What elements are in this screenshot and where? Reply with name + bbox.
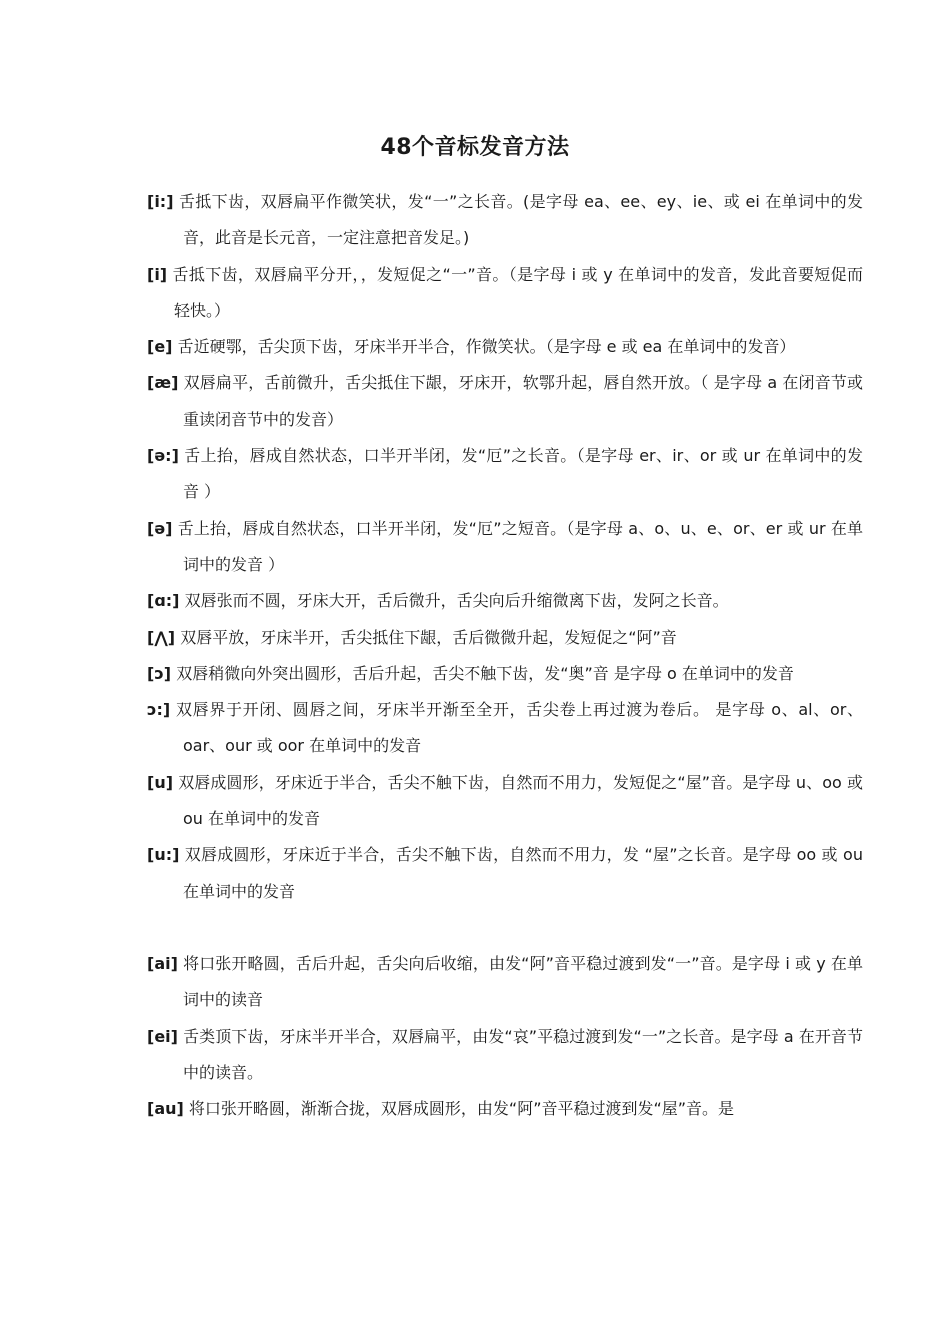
phonetic-symbol: ɔ:] (147, 700, 171, 720)
phonetic-description: 将口张开略圆，渐渐合拢，双唇成圆形，由发“阿”音平稳过渡到发“屋”音。是 (183, 1099, 735, 1119)
phonetic-symbol: [u] (147, 772, 174, 792)
phonetic-entry-i-short (147, 257, 863, 330)
phonetic-symbol: [i] (147, 264, 168, 284)
phonetic-description: 将口张开略圆，舌后升起，舌尖向后收缩，由发“阿”音平稳过渡到发“一”音。是字母 i 或 y 在单词中的读音 (177, 953, 863, 1010)
phonetic-description: 双唇成圆形，牙床近于半合，舌尖不触下齿，自然而不用力，发短促之“屋”音。是字母 u、oo 或 ou 在单词中的发音 (173, 772, 863, 829)
phonetic-symbol: [ɔ] (147, 663, 172, 683)
phonetic-description: 舌上抬，唇成自然状态，口半开半闭，发“厄”之长音。（是字母 er、ir、or 或 ur 在单词中的发音 ） (178, 446, 863, 502)
phonetic-description: 双唇界于开闭、圆唇之间，牙床半开渐至全开，舌尖卷上再过渡为卷后。 是字母 o、al、or、oar、our 或 oor 在单词中的发音 (170, 700, 863, 756)
phonetic-entry-a-long (147, 583, 863, 619)
phonetic-description: 舌近硬鄂，舌尖顶下齿，牙床半开半合，作微笑状。（是字母 e 或 ea 在单词中的发音） (172, 337, 796, 357)
phonetic-entry-e (147, 329, 863, 365)
phonetic-entry-ei (147, 1019, 863, 1092)
phonetic-symbol: [⋀] (147, 627, 176, 647)
phonetic-entry-i-long (147, 184, 863, 257)
phonetic-entry-u-short (147, 765, 863, 838)
phonetic-symbol: [ə] (147, 518, 173, 538)
phonetic-description: 双唇成圆形，牙床近于半合，舌尖不触下齿，自然而不用力，发 “屋”之长音。是字母 oo 或 ou 在单词中的发音 (179, 845, 863, 901)
phonetic-symbol: [ei] (147, 1026, 178, 1046)
phonetic-symbol: [ə:] (147, 446, 179, 466)
phonetic-entry-wedge (147, 620, 863, 656)
phonetic-description: 舌抵下齿，双唇扁平分开，，发短促之“一”音。（是字母 i 或 y 在单词中的发音，发此音要短促而轻快。） (167, 264, 863, 320)
phonetic-description: 双唇平放，牙床半开，舌尖抵住下龈，舌后微微升起，发短促之“阿”音 (175, 627, 677, 647)
phonetic-description: 舌类顶下齿，牙床半开半合，双唇扁平，由发“哀”平稳过渡到发“一”之长音。是字母 a 在开音节中的读音。 (177, 1026, 863, 1082)
phonetic-description: 双唇张而不圆，牙床大开，舌后微升，舌尖向后升缩微离下齿，发阿之长音。 (179, 591, 729, 611)
phonetic-entry-schwa-long (147, 438, 863, 511)
phonetic-entry-au (147, 1091, 863, 1127)
phonetic-entry-u-long (147, 837, 863, 910)
phonetic-entry-schwa-short (147, 511, 863, 584)
phonetic-entry-o-short (147, 656, 863, 692)
phonetic-symbol: [e] (147, 337, 173, 357)
phonetic-entry-o-long (147, 692, 863, 765)
phonetic-description: 双唇扁平，舌前微升，舌尖抵住下龈，牙床开，软鄂升起，唇自然开放。（ 是字母 a 在闭音节或重读闭音节中的发音） (178, 373, 863, 429)
page-title: 48个音标发音方法 (380, 135, 570, 160)
section-spacer (147, 910, 863, 946)
phonetic-symbol: [ɑ:] (147, 591, 180, 611)
phonetic-entry-ae (147, 365, 863, 438)
phonetic-symbol: [æ] (147, 373, 179, 393)
phonetic-description: 舌抵下齿，双唇扁平作微笑状，发“一”之长音。(是字母 ea、ee、ey、ie、或 ei 在单词中的发音，此音是长元音，一定注意把音发足。) (173, 192, 863, 248)
phonetic-symbol: [u:] (147, 845, 180, 865)
document-body (147, 184, 863, 1127)
phonetic-description: 双唇稍微向外突出圆形，舌后升起，舌尖不触下齿，发“奥”音 是字母 o 在单词中的发音 (171, 663, 794, 683)
phonetic-symbol: [i:] (147, 192, 174, 211)
phonetic-symbol: [au] (147, 1099, 184, 1119)
phonetic-symbol: [ai] (147, 953, 178, 973)
phonetic-description: 舌上抬，唇成自然状态，口半开半闭，发“厄”之短音。（是字母 a、o、u、e、or、er 或 ur 在单词中的发音 ） (172, 518, 863, 574)
phonetic-entry-ai (147, 946, 863, 1019)
